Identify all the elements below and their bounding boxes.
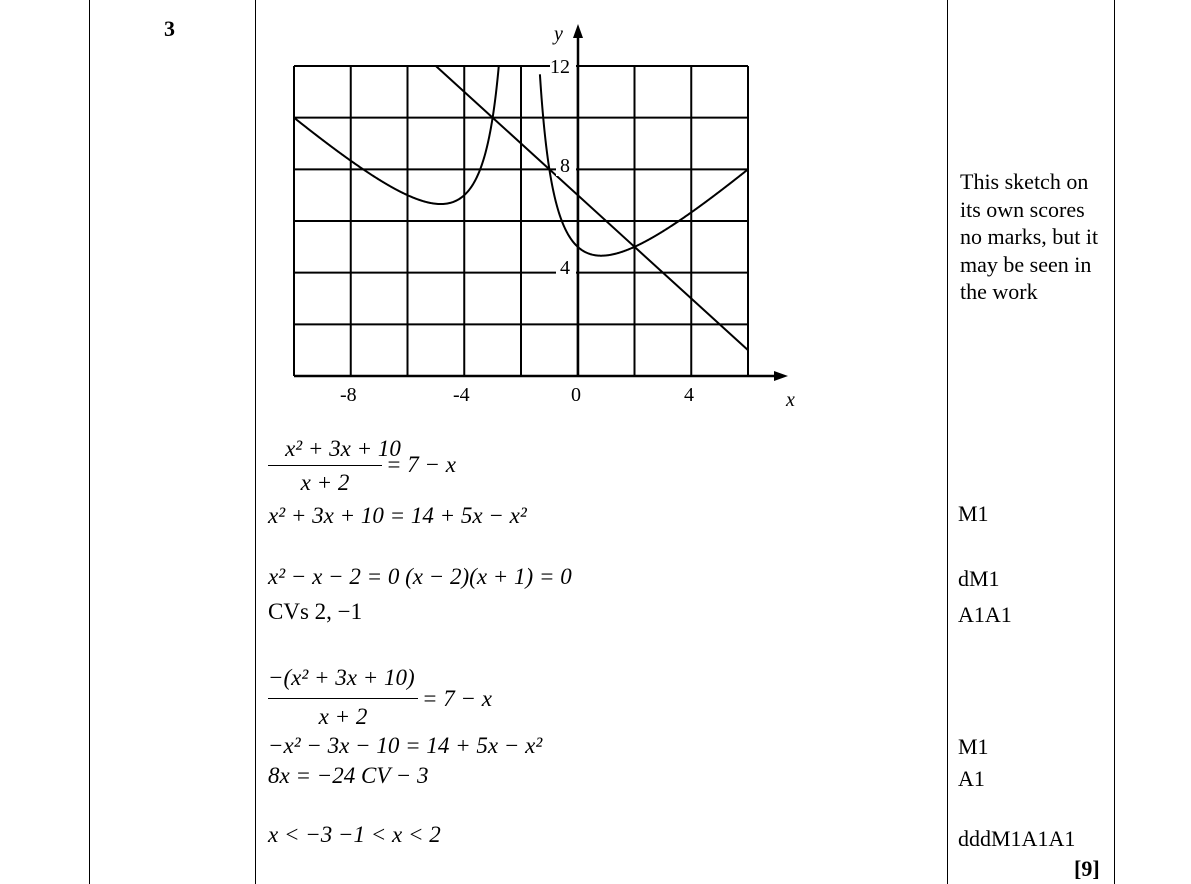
table-border-right <box>1114 0 1115 884</box>
line-seven-minus-x <box>436 66 748 350</box>
fraction2-numerator: −(x² + 3x + 10) <box>268 665 415 690</box>
x-tick-label: -8 <box>340 384 357 406</box>
sketch-graph <box>260 18 820 418</box>
fraction2-rhs: = 7 − x <box>422 686 492 711</box>
y-tick-label: 12 <box>550 56 570 78</box>
work-line-2: x² + 3x + 10 = 14 + 5x − x² <box>268 503 527 528</box>
work-line-3: x² − x − 2 = 0 (x − 2)(x + 1) = 0 <box>268 564 572 589</box>
fraction2-bar <box>268 698 418 699</box>
x-tick-label: 4 <box>684 384 694 406</box>
work-line-8: x < −3 −1 < x < 2 <box>268 822 441 847</box>
table-border-col2 <box>255 0 256 884</box>
mark-dddm1a1a1: dddM1A1A1 <box>958 826 1076 851</box>
y-axis-arrow <box>573 24 583 38</box>
total-marks: [9] <box>1074 856 1100 881</box>
fraction1-rhs: = 7 − x <box>386 452 456 477</box>
x-axis-arrow <box>774 371 788 381</box>
mark-m1: M1 <box>958 501 989 526</box>
fraction1-denominator: x + 2 <box>300 470 350 495</box>
y-tick-label: 8 <box>560 155 570 177</box>
work-line-7: 8x = −24 CV − 3 <box>268 763 429 788</box>
mark-a1: A1 <box>958 766 985 791</box>
marker-note: This sketch on its own scores no marks, but it may be seen in the work <box>960 169 1099 304</box>
mark-dm1: dM1 <box>958 566 1000 591</box>
x-axis-label: x <box>786 389 795 411</box>
fraction1-bar <box>268 465 382 466</box>
fraction2-denominator: x + 2 <box>318 704 368 729</box>
curve-left-branch <box>294 67 499 204</box>
work-line-4: CVs 2, −1 <box>268 599 363 624</box>
mark-m1-second: M1 <box>958 734 989 759</box>
question-number: 3 <box>164 16 175 41</box>
mark-a1a1: A1A1 <box>958 602 1012 627</box>
fraction1-numerator: x² + 3x + 10 <box>285 436 401 461</box>
x-tick-label: -4 <box>453 384 470 406</box>
table-border-col3 <box>947 0 948 884</box>
table-border-left <box>89 0 90 884</box>
x-tick-label: 0 <box>571 384 581 406</box>
work-line-6: −x² − 3x − 10 = 14 + 5x − x² <box>268 733 543 758</box>
y-tick-label: 4 <box>560 257 570 279</box>
y-axis-label: y <box>554 23 563 45</box>
